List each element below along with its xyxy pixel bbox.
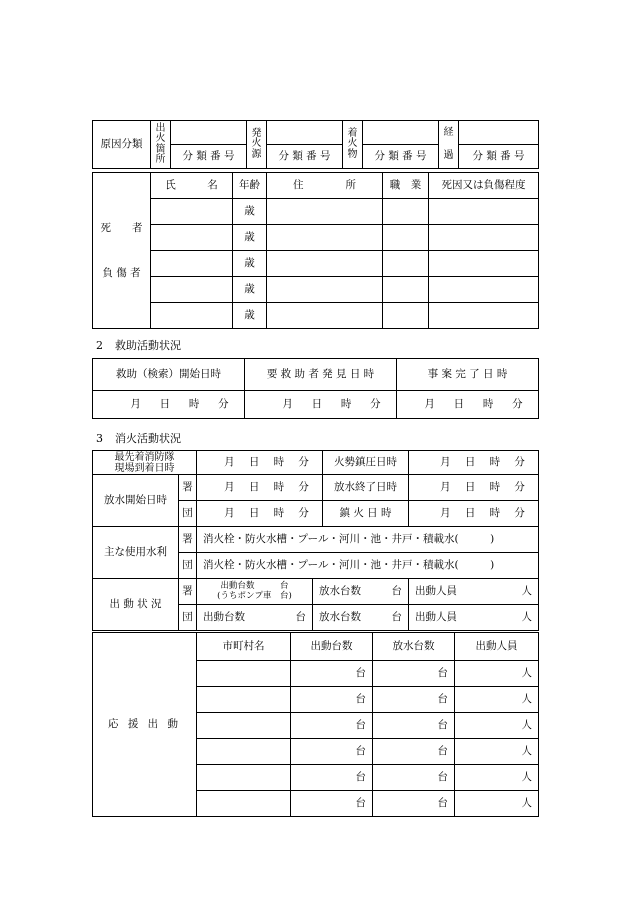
name-cell[interactable] xyxy=(151,277,233,303)
job-cell[interactable] xyxy=(383,199,429,225)
first-arrival-date[interactable]: 月 日 時 分 xyxy=(197,451,323,475)
name-cell[interactable] xyxy=(151,251,233,277)
support-city[interactable] xyxy=(197,791,291,817)
support-water[interactable]: 台 xyxy=(373,713,455,739)
support-dispatch[interactable]: 台 xyxy=(291,713,373,739)
support-dispatch[interactable]: 台 xyxy=(291,739,373,765)
support-header-water: 放水台数 xyxy=(373,633,455,661)
name-cell[interactable] xyxy=(151,199,233,225)
water-end-label: 放水終了日時 xyxy=(323,475,409,501)
water-count-dan[interactable]: 放水台数 台 xyxy=(313,605,409,631)
support-label: 応 援 出 動 xyxy=(93,633,197,817)
dispatch-label: 出 動 状 況 xyxy=(93,579,179,631)
water-end-date[interactable]: 月 日 時 分 xyxy=(409,475,539,501)
job-cell[interactable] xyxy=(383,303,429,329)
support-personnel[interactable]: 人 xyxy=(455,661,539,687)
ignited-material-value[interactable] xyxy=(363,121,439,145)
support-water[interactable]: 台 xyxy=(373,661,455,687)
extinguish-date[interactable]: 月 日 時 分 xyxy=(409,501,539,527)
address-cell[interactable] xyxy=(267,277,383,303)
victim-found-date[interactable]: 月 日 時 分 xyxy=(245,391,397,419)
job-cell[interactable] xyxy=(383,225,429,251)
header-cause: 死因又は負傷程度 xyxy=(429,173,539,199)
rescue-start-header: 救助（検索）開始日時 xyxy=(93,359,245,391)
support-personnel[interactable]: 人 xyxy=(455,791,539,817)
support-city[interactable] xyxy=(197,661,291,687)
support-dispatch[interactable]: 台 xyxy=(291,765,373,791)
support-personnel[interactable]: 人 xyxy=(455,713,539,739)
support-personnel[interactable]: 人 xyxy=(455,739,539,765)
casualty-table xyxy=(92,172,539,329)
cause-cell[interactable] xyxy=(429,277,539,303)
dan-label: 団 xyxy=(179,501,197,527)
first-arrival-label: 最先着消防隊 現場到着日時 xyxy=(93,451,197,475)
process-value[interactable] xyxy=(459,121,539,145)
water-source-sho[interactable]: 消火栓・防火水槽・プール・河川・池・井戸・積載水( ) xyxy=(197,527,539,553)
suppression-date[interactable]: 月 日 時 分 xyxy=(409,451,539,475)
water-source-label: 主な使用水利 xyxy=(93,527,179,579)
support-header-dispatch: 出動台数 xyxy=(291,633,373,661)
sho-label: 署 xyxy=(179,527,197,553)
fire-section-title: 3 消火活動状況 xyxy=(96,432,181,445)
ignited-material-code: 分 類 番 号 xyxy=(363,145,439,169)
rescue-table xyxy=(92,358,539,419)
address-cell[interactable] xyxy=(267,225,383,251)
cause-label: 原因分類 xyxy=(93,121,151,169)
dispatch-count-dan[interactable]: 出動台数 台 xyxy=(197,605,313,631)
job-cell[interactable] xyxy=(383,277,429,303)
support-personnel[interactable]: 人 xyxy=(455,765,539,791)
water-start-label: 放水開始日時 xyxy=(93,475,179,527)
support-city[interactable] xyxy=(197,713,291,739)
support-dispatch[interactable]: 台 xyxy=(291,791,373,817)
ignition-source-label: 発 火 源 xyxy=(247,121,267,169)
header-address: 住 所 xyxy=(267,173,383,199)
support-water[interactable]: 台 xyxy=(373,739,455,765)
support-table xyxy=(92,632,539,817)
ignition-source-value[interactable] xyxy=(267,121,343,145)
rescue-start-date[interactable]: 月 日 時 分 xyxy=(93,391,245,419)
firefighting-table xyxy=(92,450,539,631)
ignition-point-label: 出 火 箇 所 xyxy=(151,121,171,169)
address-cell[interactable] xyxy=(267,251,383,277)
ignition-point-value[interactable] xyxy=(171,121,247,145)
age-cell[interactable]: 歳 xyxy=(233,199,267,225)
process-code: 分 類 番 号 xyxy=(459,145,539,169)
support-dispatch[interactable]: 台 xyxy=(291,687,373,713)
header-name: 氏 名 xyxy=(151,173,233,199)
header-job: 職 業 xyxy=(383,173,429,199)
support-personnel[interactable]: 人 xyxy=(455,687,539,713)
support-water[interactable]: 台 xyxy=(373,687,455,713)
support-city[interactable] xyxy=(197,687,291,713)
rescue-section-title: 2 救助活動状況 xyxy=(96,339,181,352)
name-cell[interactable] xyxy=(151,303,233,329)
case-complete-date[interactable]: 月 日 時 分 xyxy=(397,391,539,419)
water-start-dan-date[interactable]: 月 日 時 分 xyxy=(197,501,323,527)
ignition-point-code: 分 類 番 号 xyxy=(171,145,247,169)
support-water[interactable]: 台 xyxy=(373,765,455,791)
support-header-personnel: 出動人員 xyxy=(455,633,539,661)
support-city[interactable] xyxy=(197,739,291,765)
ignition-source-code: 分 類 番 号 xyxy=(267,145,343,169)
cause-cell[interactable] xyxy=(429,225,539,251)
age-cell[interactable]: 歳 xyxy=(233,277,267,303)
address-cell[interactable] xyxy=(267,199,383,225)
extinguish-label: 鎮 火 日 時 xyxy=(323,501,409,527)
cause-cell[interactable] xyxy=(429,251,539,277)
support-dispatch[interactable]: 台 xyxy=(291,661,373,687)
header-age: 年齢 xyxy=(233,173,267,199)
support-header-city: 市町村名 xyxy=(197,633,291,661)
victim-found-header: 要 救 助 者 発 見 日 時 xyxy=(245,359,397,391)
address-cell[interactable] xyxy=(267,303,383,329)
cause-cell[interactable] xyxy=(429,303,539,329)
ignited-material-label: 着 火 物 xyxy=(343,121,363,169)
dan-label: 団 xyxy=(179,605,197,631)
age-cell[interactable]: 歳 xyxy=(233,251,267,277)
personnel-dan[interactable]: 出動人員 人 xyxy=(409,605,539,631)
sho-label: 署 xyxy=(179,579,197,605)
age-cell[interactable]: 歳 xyxy=(233,303,267,329)
support-water[interactable]: 台 xyxy=(373,791,455,817)
dead-injured-label: 死 者 負 傷 者 xyxy=(93,173,151,329)
dan-label: 団 xyxy=(179,553,197,579)
personnel-sho[interactable]: 出動人員 人 xyxy=(409,579,539,605)
suppression-label: 火勢鎮圧日時 xyxy=(323,451,409,475)
cause-casualty-table xyxy=(92,120,539,169)
water-start-sho-date[interactable]: 月 日 時 分 xyxy=(197,475,323,501)
cause-cell[interactable] xyxy=(429,199,539,225)
case-complete-header: 事 案 完 了 日 時 xyxy=(397,359,539,391)
sho-label: 署 xyxy=(179,475,197,501)
dispatch-count-sho[interactable]: 出動台数 台 (うちポンプ車 台) xyxy=(197,579,313,605)
name-cell[interactable] xyxy=(151,225,233,251)
water-source-dan[interactable]: 消火栓・防火水槽・プール・河川・池・井戸・積載水( ) xyxy=(197,553,539,579)
water-count-sho[interactable]: 放水台数 台 xyxy=(313,579,409,605)
process-label: 経 過 xyxy=(439,121,459,169)
support-city[interactable] xyxy=(197,765,291,791)
age-cell[interactable]: 歳 xyxy=(233,225,267,251)
job-cell[interactable] xyxy=(383,251,429,277)
